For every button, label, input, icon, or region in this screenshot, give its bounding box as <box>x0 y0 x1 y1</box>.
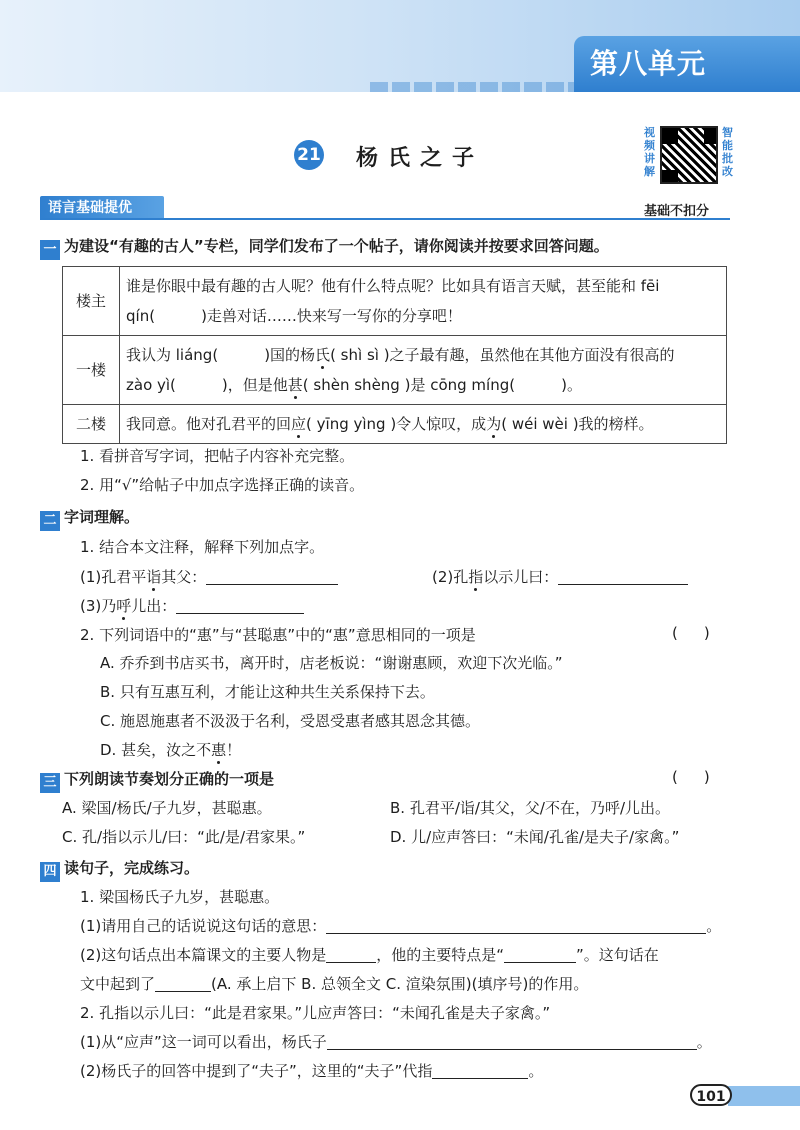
section-divider <box>40 218 730 220</box>
text: 儿出： <box>131 597 177 615</box>
row-line: 谁是你眼中最有趣的古人呢？他有什么特点呢？比如具有语言天赋，甚至能和 fēi <box>126 277 660 295</box>
lesson-title: 杨氏之子 <box>356 146 485 171</box>
q3-option-c: C. 孔/指以示儿/曰：“此/是/君家果。” <box>62 828 306 846</box>
q4-sentence1: 1. 梁国杨氏子九岁，甚聪惠。 <box>80 888 280 906</box>
q4-item1-2 <box>80 944 659 965</box>
answer-blank[interactable] <box>432 1063 528 1079</box>
text: (2)孔 <box>432 568 469 586</box>
row-line <box>126 409 720 439</box>
answer-blank[interactable] <box>558 569 688 585</box>
answer-blank[interactable] <box>326 918 706 934</box>
q3-prompt <box>40 768 274 793</box>
row-label: 二楼 <box>63 405 120 444</box>
q2-item2 <box>432 566 688 587</box>
text: )走兽对话……快来写一写你的分享吧！ <box>201 307 462 325</box>
text: 我认为 liáng( <box>126 346 219 364</box>
row-label: 一楼 <box>63 336 120 405</box>
answer-blank[interactable] <box>206 569 338 585</box>
q2-option-c: C. 施恩施惠者不汲汲于名利，受恩受惠者感其恩念其德。 <box>100 712 481 730</box>
dotted-char: 应 <box>291 415 307 433</box>
q3-option-a: A. 梁国/杨氏/子九岁，甚聪惠。 <box>62 799 272 817</box>
qr-code[interactable] <box>660 126 718 184</box>
text: qín( <box>126 307 156 325</box>
text: ，他的主要特点是“ <box>376 946 505 964</box>
text: zào yì( <box>126 376 176 394</box>
q2-option-b: B. 只有互惠互利，才能让这种共生关系保持下去。 <box>100 683 435 701</box>
q3-prompt-text: 下列朗读节奏划分正确的一项是 <box>64 770 275 788</box>
q3-number: 三 <box>40 773 60 793</box>
q4-sentence2: 2. 孔指以示儿曰：“此是君家果。”儿应声答曰：“未闻孔雀是夫子家禽。” <box>80 1004 551 1022</box>
q3-option-b: B. 孔君平/诣/其父，父/不在，乃呼/儿出。 <box>390 799 671 817</box>
dotted-char: 呼 <box>116 597 132 615</box>
q2-option-d <box>100 739 241 760</box>
q2-number: 二 <box>40 511 60 531</box>
q1-prompt <box>40 235 609 260</box>
dotted-char: 诣 <box>146 568 162 586</box>
text: (3)乃 <box>80 597 117 615</box>
q4-item1-3 <box>80 973 588 994</box>
q4-item1-1: (1)请用自己的话说说这句话的意思： 。 <box>80 917 722 935</box>
q2-item1 <box>80 566 338 587</box>
page-number: 101 <box>690 1084 732 1106</box>
dotted-char: 惠 <box>211 741 227 759</box>
row-label: 楼主 <box>63 267 120 336</box>
q2-sub2: 2. 下列词语中的“惠”与“甚聪惠”中的“惠”意思相同的一项是 <box>80 626 476 644</box>
answer-blank[interactable] <box>504 947 576 963</box>
text: (2)杨氏子的回答中提到了“夫子”，这里的“夫子”代指 <box>80 1062 433 1080</box>
q4-prompt-text: 读句子，完成练习。 <box>64 859 200 877</box>
text: D. 甚矣，汝之不 <box>100 741 212 759</box>
q1-sub2: 2. 用“√”给帖子中加点字选择正确的读音。 <box>80 476 365 494</box>
q4-item2-1: (1)从“应声”这一词可以看出，杨氏子 。 <box>80 1033 712 1051</box>
unit-tab: 第八单元 <box>574 36 800 92</box>
answer-blank[interactable] <box>155 976 211 992</box>
q4-item2-2: (2)杨氏子的回答中提到了“夫子”，这里的“夫子”代指 。 <box>80 1062 544 1080</box>
table-row <box>63 336 727 405</box>
text: 其父： <box>161 568 207 586</box>
row-content <box>120 336 727 405</box>
text: (1)孔君平 <box>80 568 147 586</box>
q3-option-d: D. 儿/应声答曰：“未闻/孔雀/是夫子/家禽。” <box>390 828 680 846</box>
text: 我同意。他对孔君平的回 <box>126 415 292 433</box>
text: 以示儿曰： <box>483 568 559 586</box>
answer-paren[interactable]: () <box>672 624 736 642</box>
q2-prompt-text: 字词理解。 <box>64 508 140 526</box>
qr-right-label: 智能批改 <box>722 126 733 178</box>
answer-blank[interactable] <box>326 947 376 963</box>
text: ( shèn shèng )是 cōng míng( <box>302 376 516 394</box>
dotted-char: 氏 <box>315 346 331 364</box>
row-content <box>120 267 727 336</box>
row-line <box>126 370 720 400</box>
answer-blank[interactable] <box>176 598 304 614</box>
q4-number: 四 <box>40 862 60 882</box>
text: )。 <box>561 376 582 394</box>
text: ( shì sì )之子最有趣，虽然他在其他方面没有很高的 <box>330 346 675 364</box>
text: )国的杨 <box>264 346 316 364</box>
text: ！ <box>226 741 242 759</box>
q2-sub1: 1. 结合本文注释，解释下列加点字。 <box>80 538 325 556</box>
table-row <box>63 267 727 336</box>
q2-item3 <box>80 595 304 616</box>
q1-sub1: 1. 看拼音写字词，把帖子内容补充完整。 <box>80 447 355 465</box>
answer-blank[interactable] <box>327 1034 697 1050</box>
table-row <box>63 405 727 444</box>
q2-option-a: A. 乔乔到书店买书，离开时，店老板说：“谢谢惠顾，欢迎下次光临。” <box>100 654 563 672</box>
forum-post-table <box>62 266 727 444</box>
q1-prompt-text: 为建设“有趣的古人”专栏，同学们发布了一个帖子，请你阅读并按要求回答问题。 <box>64 237 609 255</box>
q4-prompt <box>40 857 199 882</box>
text: (1)请用自己的话说说这句话的意思： <box>80 917 327 935</box>
text: (A. 承上启下 B. 总领全文 C. 渲染氛围)(填序号)的作用。 <box>211 975 589 993</box>
text: ( yīng yìng )令人惊叹，成 <box>306 415 487 433</box>
section-tag: 基础不扣分 <box>644 204 710 219</box>
text: (2)这句话点出本篇课文的主要人物是 <box>80 946 327 964</box>
dotted-char: 甚 <box>287 376 303 394</box>
row-line <box>126 340 720 370</box>
row-content <box>120 405 727 444</box>
dotted-char: 为 <box>486 415 502 433</box>
text: (1)从“应声”这一词可以看出，杨氏子 <box>80 1033 327 1051</box>
row-line <box>126 301 720 331</box>
text: ( wéi wèi )我的榜样。 <box>501 415 654 433</box>
text: ”。这句话在 <box>576 946 659 964</box>
dotted-char: 指 <box>468 568 484 586</box>
page-bar <box>728 1086 800 1106</box>
text: )，但是他 <box>221 376 288 394</box>
text: 文中起到了 <box>80 975 156 993</box>
lesson-number: 21 <box>294 140 324 170</box>
answer-paren[interactable]: () <box>672 768 736 786</box>
section-title: 语言基础提优 <box>40 196 164 220</box>
q1-number: 一 <box>40 240 60 260</box>
qr-left-label: 视频讲解 <box>644 126 655 178</box>
q2-prompt <box>40 506 139 531</box>
